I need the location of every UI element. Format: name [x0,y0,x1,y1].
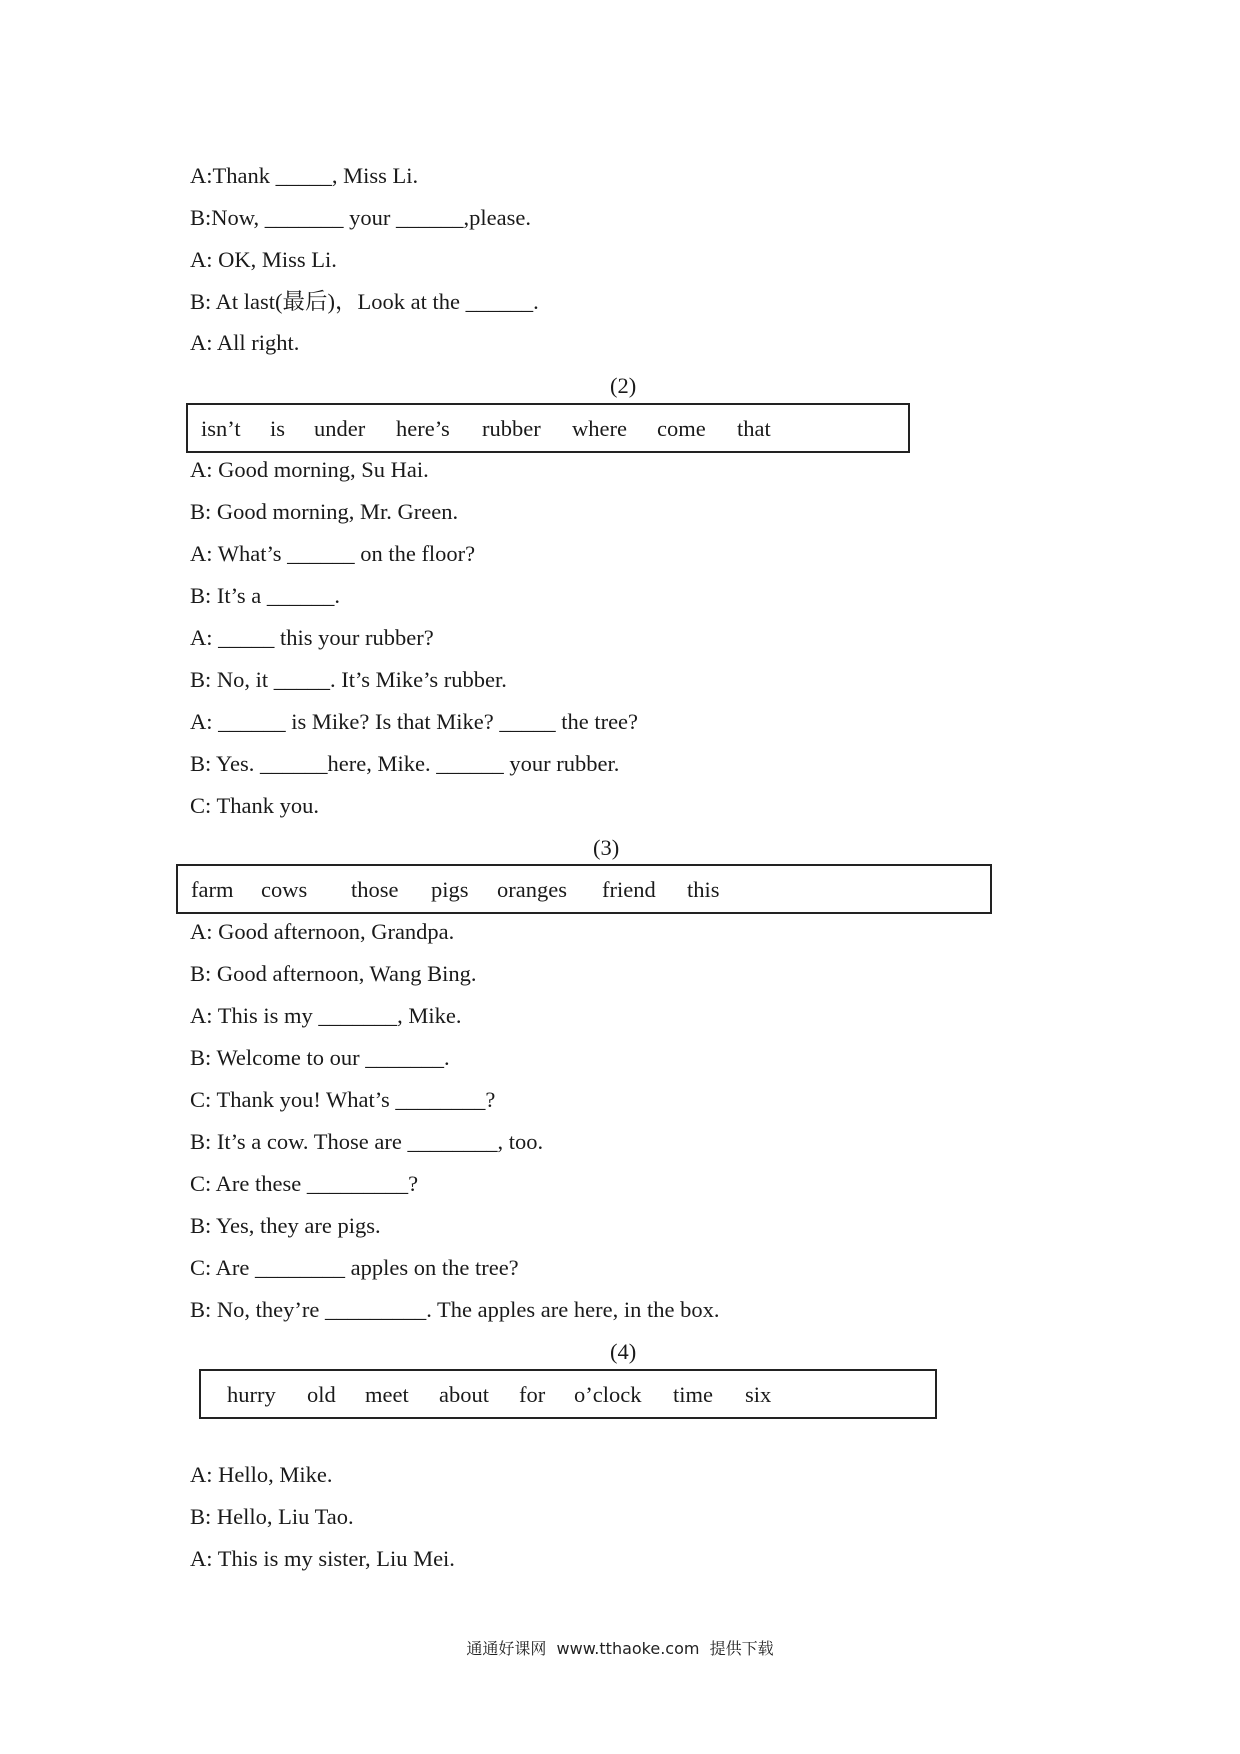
dialogue-line: C: Are ________ apples on the tree? [190,1255,519,1280]
word-bank-item: cows [261,877,308,902]
dialogue-line: A: Good afternoon, Grandpa. [190,919,455,944]
dialogue-line: B: It’s a cow. Those are ________, too. [190,1129,544,1154]
word-bank-item: farm [191,877,234,902]
dialogue-line: A:Thank _____, Miss Li. [190,163,419,188]
word-bank-item: rubber [482,416,541,441]
dialogue-line: A: What’s ______ on the floor? [190,541,476,566]
word-bank-item: those [351,877,399,902]
word-bank-item: for [519,1382,546,1407]
word-bank-item: is [270,416,286,441]
word-bank-item: meet [365,1382,409,1407]
word-bank-item: oranges [497,877,567,902]
section-heading: (4) [610,1339,637,1364]
word-bank-item: here’s [396,416,450,441]
word-bank-item: isn’t [201,416,241,441]
word-bank-item: pigs [431,877,469,902]
word-bank [186,403,910,453]
word-bank [176,864,992,914]
dialogue-line: C: Thank you. [190,793,319,818]
word-bank-item: o’clock [574,1382,642,1407]
word-bank-item: time [673,1382,713,1407]
dialogue-line: A: This is my sister, Liu Mei. [190,1546,455,1571]
word-bank-item: six [745,1382,772,1407]
dialogue-line: B: No, they’re _________. The apples are here, in the box. [190,1297,720,1322]
dialogue-line: A: ______ is Mike? Is that Mike? _____ the tree? [190,709,639,734]
section-heading: (3) [593,835,620,860]
dialogue-line: B: Yes, they are pigs. [190,1213,381,1238]
dialogue-line: B: It’s a ______. [190,583,340,608]
word-bank-item: that [737,416,771,441]
page-footer: 通通好课网 www.tthaoke.com 提供下载 [466,1639,774,1658]
dialogue-line: A: All right. [190,330,300,355]
dialogue-line: B: Yes. ______here, Mike. ______ your rubber. [190,751,620,776]
dialogue-line: B: Welcome to our _______. [190,1045,450,1070]
dialogue-line: C: Thank you! What’s ________? [190,1087,496,1112]
section-heading: (2) [610,373,637,398]
dialogue-line: B: Good afternoon, Wang Bing. [190,961,477,986]
word-bank-item: come [657,416,706,441]
word-bank-item: about [439,1382,489,1407]
dialogue-line: A: Hello, Mike. [190,1462,333,1487]
word-bank-item: where [572,416,627,441]
word-bank [199,1369,937,1419]
dialogue-line: B: At last(最后)，Look at the ______. [190,289,539,314]
dialogue-line: B: Hello, Liu Tao. [190,1504,354,1529]
word-bank-item: old [307,1382,336,1407]
dialogue-line: A: _____ this your rubber? [190,625,434,650]
dialogue-line: A: This is my _______, Mike. [190,1003,462,1028]
word-bank-item: friend [602,877,656,902]
word-bank-item: hurry [227,1382,276,1407]
dialogue-line: A: OK, Miss Li. [190,247,337,272]
dialogue-line: C: Are these _________? [190,1171,419,1196]
dialogue-line: B: No, it _____. It’s Mike’s rubber. [190,667,507,692]
dialogue-line: B: Good morning, Mr. Green. [190,499,459,524]
dialogue-line: A: Good morning, Su Hai. [190,457,429,482]
word-bank-item: this [687,877,720,902]
word-bank-item: under [314,416,366,441]
dialogue-line: B:Now, _______ your ______,please. [190,205,532,230]
